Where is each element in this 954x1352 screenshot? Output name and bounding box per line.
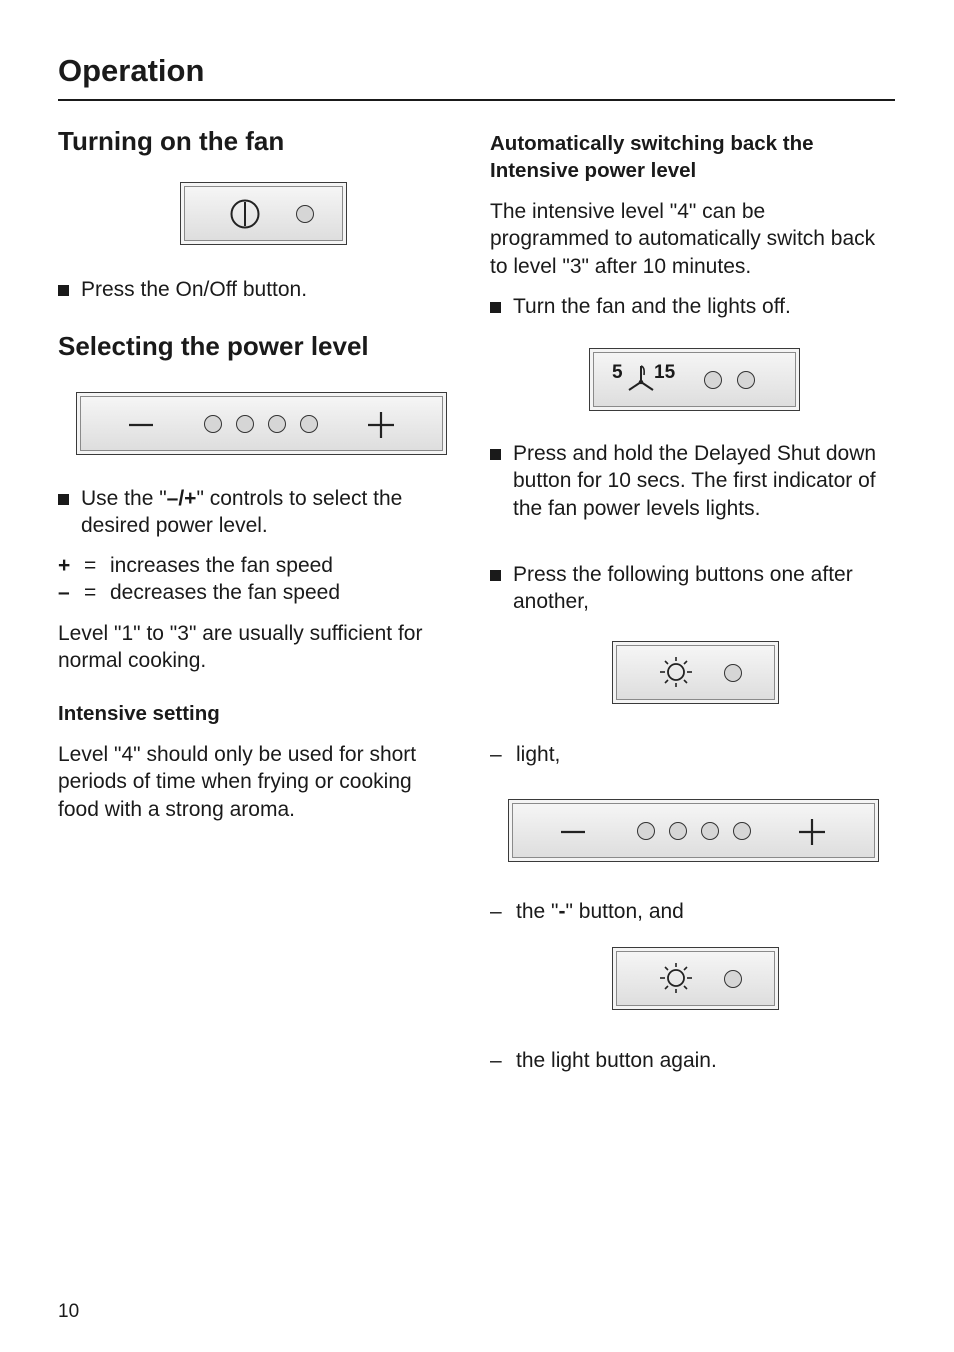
delay-indicator-1 [704, 371, 722, 389]
auto-switch-heading: Automatically switching back the Intensive power level [490, 132, 814, 182]
delay-left-number: 5 [612, 362, 623, 383]
delay-right-number: 15 [654, 362, 676, 383]
level-indicator-2 [236, 415, 254, 433]
level-indicator-3 [268, 415, 286, 433]
power-level-panel [76, 392, 447, 455]
delayed-shutdown-panel [589, 348, 800, 411]
light-indicator-2 [724, 970, 742, 988]
plus-icon[interactable] [366, 410, 396, 440]
light-panel-2 [612, 947, 779, 1010]
minus-icon[interactable] [127, 411, 155, 439]
level-indicator-4 [733, 822, 751, 840]
level-indicator-2 [669, 822, 687, 840]
title-rule [58, 99, 895, 101]
power-icon[interactable] [229, 198, 261, 230]
bullet-press-hold: Press and hold the Delayed Shut down button for 10 secs. The first indicator of the fan power levels lights. [490, 440, 893, 522]
intensive-heading: Intensive setting [58, 702, 220, 725]
bullet-sequence: Press the following buttons one after another, [490, 561, 908, 616]
power-level-bullet: Use the "–/+" controls to select the desired power level. [58, 485, 471, 540]
light-indicator-1 [724, 664, 742, 682]
step-light: – light, [490, 741, 896, 768]
minus-icon[interactable] [559, 818, 587, 846]
turning-on-heading: Turning on the fan [58, 126, 285, 156]
level-indicator-3 [701, 822, 719, 840]
intensive-text: Level "4" should only be used for short periods of time when frying or cooking food with a strong aroma. [58, 743, 417, 821]
on-off-panel [180, 182, 347, 245]
level-indicator-1 [637, 822, 655, 840]
on-off-indicator [296, 205, 314, 223]
light-icon[interactable] [658, 962, 694, 996]
plus-icon[interactable] [797, 817, 827, 847]
light-panel-1 [612, 641, 779, 704]
turning-on-bullet: Press the On/Off button. [58, 276, 471, 303]
bullet-turn-off: Turn the fan and the lights off. [490, 293, 893, 320]
step-light-again: – the light button again. [490, 1047, 896, 1074]
power-level-heading: Selecting the power level [58, 331, 369, 361]
page-number: 10 [58, 1301, 80, 1322]
light-icon[interactable] [658, 656, 694, 690]
legend-row-minus: – = decreases the fan speed [58, 581, 340, 604]
power-level-panel-2 [508, 799, 879, 862]
level-indicator-1 [204, 415, 222, 433]
step-minus: – the "-" button, and [490, 898, 896, 925]
fan-icon[interactable] [625, 363, 657, 393]
legend-row-plus: + = increases the fan speed [58, 554, 333, 577]
delay-indicator-2 [737, 371, 755, 389]
auto-switch-intro: The intensive level "4" can be programmed to automatically switch back to level "3" after 10 minutes. [490, 200, 876, 278]
page-title: Operation [58, 53, 205, 88]
level-indicator-4 [300, 415, 318, 433]
power-level-note: Level "1" to "3" are usually sufficient for normal cooking. [58, 622, 423, 673]
